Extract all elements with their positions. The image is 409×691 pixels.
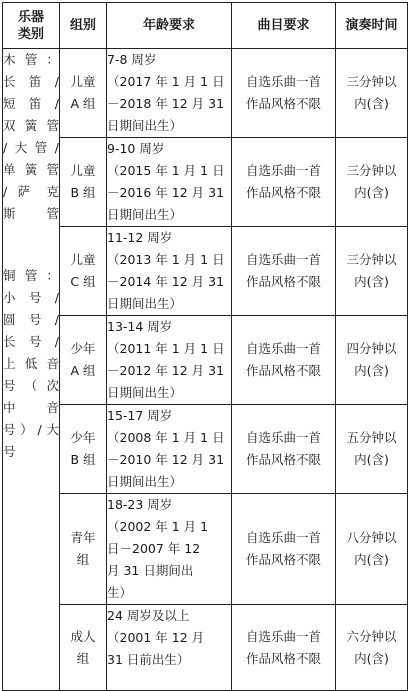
header-group: 组别 — [60, 3, 107, 49]
repertoire-line: 自选乐曲一首 — [245, 430, 321, 445]
category-line: 铜管： — [3, 268, 59, 283]
duration-line: 内(含) — [354, 96, 389, 111]
group-line: 儿童 — [70, 252, 96, 267]
group-line: 组 — [76, 552, 90, 567]
table-row — [3, 138, 408, 227]
category-line: 号 （ 次 — [3, 378, 59, 393]
group-line: B 组 — [70, 452, 96, 467]
repertoire-line: 自选乐曲一首 — [245, 628, 321, 644]
group-line: A 组 — [70, 96, 96, 111]
group-cell — [60, 494, 107, 605]
category-line: 号 — [3, 444, 16, 459]
category-line: / 萨 克 — [3, 184, 59, 199]
age-line: （2013 年 1 月 1 日 — [107, 252, 225, 267]
header-category-line-2: 类别 — [17, 26, 44, 42]
age-line: 日期间出生） — [107, 118, 183, 133]
header-duration: 演奏时间 — [336, 3, 408, 49]
age-line: 日－2007 年 12 — [107, 541, 201, 556]
group-cell — [60, 227, 107, 316]
category-line: 短 笛 / — [3, 96, 59, 111]
category-line: 小 号 / — [3, 290, 59, 305]
repertoire-line: 自选乐曲一首 — [245, 252, 321, 267]
age-cell — [107, 605, 232, 691]
age-line: 15-17 周岁 — [107, 408, 173, 423]
age-line: 日期间出生） — [107, 296, 183, 311]
instrument-category-cell — [3, 49, 60, 691]
group-cell — [60, 49, 107, 138]
age-line: 13-14 周岁 — [107, 319, 173, 334]
category-line: 双簧管 — [3, 118, 59, 133]
duration-line: 内(含) — [354, 452, 389, 467]
category-line: 长 笛 / — [3, 74, 59, 89]
category-line: 号）/大 — [3, 422, 59, 437]
category-line: /大管/ — [3, 140, 59, 155]
age-line: （2017 年 1 月 1 日 — [107, 74, 225, 89]
age-line: 日期间出生） — [107, 207, 183, 222]
age-line: －2010 年 12 月 31 — [107, 452, 225, 467]
duration-line: 八分钟以 — [346, 530, 397, 545]
duration-line: 四分钟以 — [346, 341, 397, 356]
repertoire-cell — [232, 494, 336, 605]
age-line: 24 周岁及以上 — [107, 608, 190, 623]
duration-line: 三分钟以 — [346, 252, 397, 267]
repertoire-line: 自选乐曲一首 — [245, 74, 321, 89]
age-line: （2015 年 1 月 1 日 — [107, 163, 225, 178]
repertoire-line: 自选乐曲一首 — [245, 341, 321, 356]
table-row — [3, 405, 408, 494]
duration-cell — [336, 138, 408, 227]
repertoire-line: 作品风格不限 — [245, 363, 321, 378]
age-cell — [107, 405, 232, 494]
duration-cell — [336, 49, 408, 138]
header-row — [3, 3, 408, 49]
age-line: （2008 年 1 月 1 日 — [107, 430, 225, 445]
age-line: －2016 年 12 月 31 — [107, 185, 225, 200]
category-line: 单簧管 — [3, 162, 59, 177]
duration-line: 内(含) — [354, 274, 389, 289]
duration-cell — [336, 494, 408, 605]
category-spacer — [3, 225, 59, 265]
group-line: 青年 — [70, 530, 96, 545]
duration-line: 六分钟以 — [346, 628, 397, 644]
age-line: －2018 年 12 月 31 — [107, 96, 225, 111]
category-line: 长 号 / — [3, 334, 59, 349]
repertoire-cell — [232, 138, 336, 227]
group-line: 少年 — [70, 430, 96, 445]
group-cell — [60, 316, 107, 405]
age-line: 月 31 日期间出 — [107, 563, 194, 578]
table-row — [3, 605, 408, 691]
repertoire-cell — [232, 227, 336, 316]
header-age: 年龄要求 — [107, 3, 232, 49]
group-line: A 组 — [70, 363, 96, 378]
duration-cell — [336, 405, 408, 494]
age-line: 日期间出生） — [107, 474, 183, 489]
age-line: 日期间出生） — [107, 385, 183, 400]
table-row — [3, 316, 408, 405]
age-cell — [107, 227, 232, 316]
age-cell — [107, 494, 232, 605]
category-line: 木管： — [3, 52, 59, 67]
duration-line: 内(含) — [354, 363, 389, 378]
group-line: 组 — [76, 650, 90, 666]
age-line: 9-10 周岁 — [107, 141, 165, 156]
age-line: （2002 年 1 月 1 — [107, 519, 209, 534]
category-line: 中 音 — [3, 400, 59, 415]
age-line: （2011 年 1 月 1 日 — [107, 341, 225, 356]
duration-cell — [336, 316, 408, 405]
category-line: 斯管 — [3, 206, 59, 221]
group-line: B 组 — [70, 185, 96, 200]
repertoire-cell — [232, 316, 336, 405]
table-row — [3, 494, 408, 605]
table-row — [3, 49, 408, 138]
competition-requirements-table — [2, 2, 408, 691]
header-repertoire: 曲目要求 — [232, 3, 336, 49]
age-line: 31 日前出生） — [107, 652, 190, 667]
group-line: 儿童 — [70, 74, 96, 89]
age-line: 11-12 周岁 — [107, 230, 173, 245]
age-line: 生） — [107, 585, 133, 600]
age-cell — [107, 316, 232, 405]
duration-line: 内(含) — [354, 185, 389, 200]
duration-line: 三分钟以 — [346, 163, 397, 178]
group-line: 成人 — [70, 628, 96, 644]
duration-cell — [336, 605, 408, 691]
repertoire-cell — [232, 405, 336, 494]
category-line: 圆 号 / — [3, 312, 59, 327]
age-cell — [107, 138, 232, 227]
duration-line: 内(含) — [354, 552, 389, 567]
group-line: 儿童 — [70, 163, 96, 178]
age-line: （2001 年 12 月 — [107, 630, 205, 645]
group-cell — [60, 605, 107, 691]
repertoire-line: 作品风格不限 — [245, 452, 321, 467]
group-cell — [60, 405, 107, 494]
duration-line: 五分钟以 — [346, 430, 397, 445]
duration-cell — [336, 227, 408, 316]
header-category — [3, 3, 60, 49]
group-cell — [60, 138, 107, 227]
age-line: 7-8 周岁 — [107, 52, 157, 67]
group-line: 少年 — [70, 341, 96, 356]
duration-line: 三分钟以 — [346, 74, 397, 89]
repertoire-line: 自选乐曲一首 — [245, 163, 321, 178]
header-category-line-1: 乐器 — [17, 9, 44, 25]
repertoire-line: 作品风格不限 — [245, 274, 321, 289]
repertoire-cell — [232, 605, 336, 691]
duration-line: 内(含) — [354, 650, 389, 666]
repertoire-line: 作品风格不限 — [245, 552, 321, 567]
age-cell — [107, 49, 232, 138]
age-line: 18-23 周岁 — [107, 497, 173, 512]
repertoire-cell — [232, 49, 336, 138]
repertoire-line: 作品风格不限 — [245, 96, 321, 111]
repertoire-line: 作品风格不限 — [245, 185, 321, 200]
group-line: C 组 — [70, 274, 96, 289]
table-row — [3, 227, 408, 316]
age-line: －2014 年 12 月 31 — [107, 274, 225, 289]
category-line: 上低音 — [3, 356, 59, 371]
repertoire-line: 自选乐曲一首 — [245, 530, 321, 545]
age-line: －2012 年 12 月 31 — [107, 363, 225, 378]
repertoire-line: 作品风格不限 — [245, 650, 321, 666]
